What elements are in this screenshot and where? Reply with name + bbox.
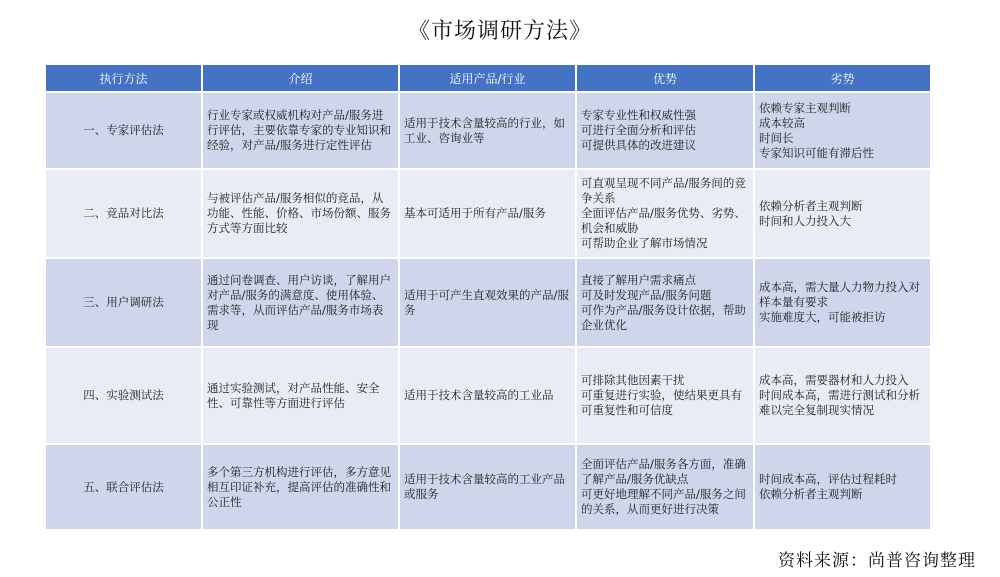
method-cell: 四、实验测试法 <box>46 348 201 443</box>
method-cell: 五、联合评估法 <box>46 445 201 529</box>
advantage-item: 可帮助企业了解市场情况 <box>581 236 708 250</box>
disadvantage-item: 实施难度大，可能被拒访 <box>759 310 886 324</box>
advantage-item: 可更好地理解不同产品/服务之间的关系，从而更好进行决策 <box>581 487 746 516</box>
method-cell: 二、竞品对比法 <box>46 170 201 257</box>
applicable-cell: 适用于技术含量较高的工业产品或服务 <box>400 445 575 529</box>
advantages-cell <box>577 259 753 346</box>
advantage-item: 全面评估产品/服务优势、劣势、机会和威胁 <box>581 206 746 235</box>
intro-cell: 与被评估产品/服务相似的竞品，从功能、性能、价格、市场份额、服务方式等方面比较 <box>203 170 398 257</box>
source-note: 资料来源：尚普咨询整理 <box>778 551 976 571</box>
intro-cell: 通过实验测试，对产品性能、安全性、可靠性等方面进行评估 <box>203 348 398 443</box>
advantage-item: 直接了解用户需求痛点 <box>581 272 696 287</box>
table-header-row <box>46 65 930 91</box>
header-method: 执行方法 <box>46 65 201 91</box>
advantage-item: 可及时发现产品/服务问题 <box>581 287 712 302</box>
advantages-cell <box>577 170 753 257</box>
table-row <box>46 170 930 257</box>
disadvantages-cell <box>755 259 930 346</box>
intro-cell: 通过问卷调查、用户访谈，了解用户对产品/服务的满意度、使用体验、需求等，从而评估产品/服务市场表现 <box>203 259 398 346</box>
page-title: 《市场调研方法》 <box>407 19 592 44</box>
table-row <box>46 348 930 443</box>
disadvantage-item: 专家知识可能有滞后性 <box>759 145 874 160</box>
header-disadvantages: 劣势 <box>755 65 930 91</box>
header-advantages: 优势 <box>577 65 753 91</box>
table-row <box>46 93 930 168</box>
advantage-item: 可排除其他因素干扰 <box>581 373 685 387</box>
disadvantages-cell <box>755 93 930 168</box>
advantage-item: 可进行全面分析和评估 <box>581 123 696 137</box>
methods-table <box>44 63 932 531</box>
disadvantage-item: 依赖分析者主观判断 <box>759 198 863 213</box>
intro-cell: 行业专家或权威机构对产品/服务进行评估，主要依靠专家的专业知识和经验，对产品/服务进行定性评估 <box>203 93 398 168</box>
disadvantages-cell <box>755 348 930 443</box>
applicable-cell: 基本可适用于所有产品/服务 <box>400 170 575 257</box>
disadvantage-item: 时间成本高，需进行测试和分析 <box>759 388 920 402</box>
advantages-cell <box>577 348 753 443</box>
applicable-cell: 适用于可产生直观效果的产品/服务 <box>400 259 575 346</box>
advantage-item: 专家专业性和权威性强 <box>581 108 696 122</box>
disadvantage-item: 成本较高 <box>759 115 805 130</box>
method-cell: 一、专家评估法 <box>46 93 201 168</box>
advantage-item: 可作为产品/服务设计依据，帮助企业优化 <box>581 302 746 332</box>
disadvantages-cell <box>755 445 930 529</box>
advantage-item: 全面评估产品/服务各方面，准确了解产品/服务优缺点 <box>581 457 746 486</box>
header-applicable: 适用产品/行业 <box>400 65 575 91</box>
table-row <box>46 259 930 346</box>
intro-cell: 多个第三方机构进行评估，多方意见相互印证补充，提高评估的准确性和公正性 <box>203 445 398 529</box>
disadvantage-item: 时间成本高，评估过程耗时 <box>759 472 897 486</box>
advantages-cell <box>577 93 753 168</box>
header-intro: 介绍 <box>203 65 398 91</box>
method-cell: 三、用户调研法 <box>46 259 201 346</box>
advantage-item: 可提供具体的改进建议 <box>581 138 696 152</box>
disadvantage-item: 成本高，需要器材和人力投入 <box>759 373 909 387</box>
table-row <box>46 445 930 529</box>
disadvantage-item: 依赖专家主观判断 <box>759 100 851 115</box>
disadvantage-item: 时间长 <box>759 130 794 145</box>
disadvantage-item: 依赖分析者主观判断 <box>759 487 863 501</box>
disadvantage-item: 时间和人力投入大 <box>759 213 851 228</box>
applicable-cell: 适用于技术含量较高的行业，如工业、咨询业等 <box>400 93 575 168</box>
advantages-cell <box>577 445 753 529</box>
disadvantage-item: 难以完全复制现实情况 <box>759 403 874 417</box>
disadvantage-item: 成本高，需大量人力物力投入对样本量有要求 <box>759 280 920 309</box>
advantage-item: 可直观呈现不同产品/服务间的竞争关系 <box>581 176 746 205</box>
disadvantages-cell <box>755 170 930 257</box>
applicable-cell: 适用于技术含量较高的工业品 <box>400 348 575 443</box>
advantage-item: 可重复进行实验，使结果更具有可重复性和可信度 <box>581 388 742 417</box>
